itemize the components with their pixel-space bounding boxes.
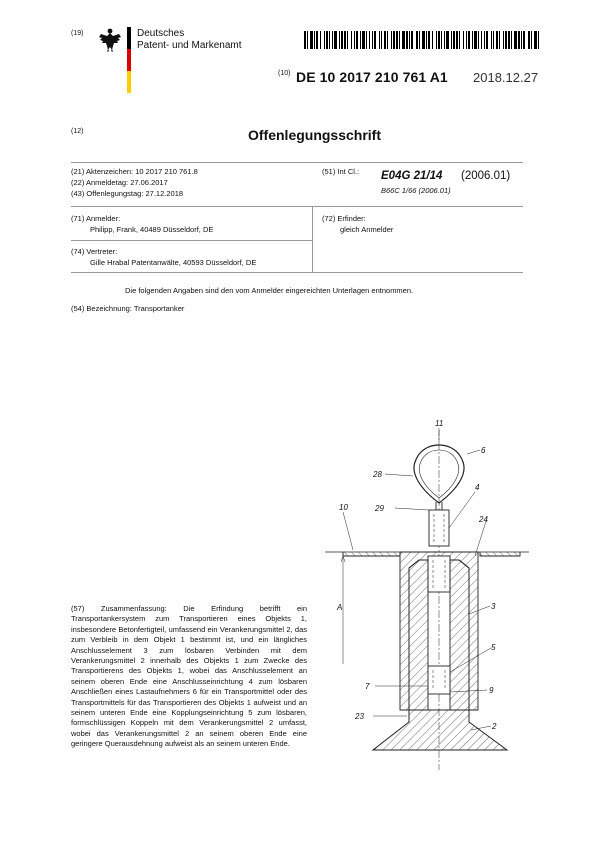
barcode-bar — [481, 31, 482, 49]
barcode-bar — [310, 31, 313, 49]
barcode-bar — [444, 31, 445, 49]
barcode-bar — [324, 31, 325, 49]
barcode-bar — [426, 31, 427, 49]
barcode-bar — [531, 31, 532, 49]
fig-label-3: 3 — [491, 602, 496, 611]
barcode-bar — [399, 31, 400, 49]
barcode-bar — [396, 31, 398, 49]
barcode-bar — [366, 31, 367, 49]
barcode-bar — [391, 31, 392, 49]
vertreter-label: (74) Vertreter: — [71, 247, 118, 256]
fig-label-11: 11 — [435, 419, 444, 428]
office-line-2: Patent- und Markenamt — [137, 40, 242, 51]
fig-label-10: 10 — [339, 503, 348, 512]
barcode-bar — [496, 31, 498, 49]
barcode-bar — [491, 31, 492, 49]
fig-label-5: 5 — [491, 643, 496, 652]
int-cl-main: E04G 21/14 — [381, 170, 443, 182]
fig-label-24: 24 — [479, 515, 488, 524]
int-cl-secondary: B66C 1/66 (2006.01) — [381, 186, 451, 195]
barcode-bar — [402, 31, 405, 49]
barcode-bar — [332, 31, 333, 49]
abstract-text: (57) Zusammenfassung: Die Erfindung betrifft ein Transportankersystem zum Transportieren eines Objekts 1, insbesondere Betonfertigteil, umfassend ein Verankerungsmittel 2, das zum Verbleib in dem Objekt 1 bestimmt ist, und ein längliches Anschlusselement 3 zum lösbaren Verbinden mit dem Verankerungsmittel 2 innerhalb des Objekts 1 zum Zwecke des Transportierens des Objekts 1, wobei das Anschlusselement an seinem oberen Ende eine Anschlusseinrichtung 4 zum lösbaren Anschließen eines Lastaufnehmers 6 für ein Transportmittel oder des Transportmittels für das Transportieren des Objekts 1 aufweist und an seinem unteren Ende eine Kopplungseinrichtung 5 zum lösbaren, formschlüssigen Koppeln mit dem Verankerungsmittel 2 umfasst, wobei das Verankerungsmittel 2 an seinem oberen Ende eine geringere Querausdehnung aufweist als an seinem unteren Ende. — [71, 604, 307, 749]
barcode-bar — [347, 31, 348, 49]
barcode-bar — [528, 31, 530, 49]
doc-type-title: Offenlegungsschrift — [248, 127, 382, 143]
barcode-bar — [381, 31, 382, 49]
barcode-bar — [422, 31, 425, 49]
barcode-bar — [499, 31, 500, 49]
barcode-bar — [393, 31, 395, 49]
erfinder-value: gleich Anmelder — [340, 225, 394, 234]
barcode-bar — [419, 31, 420, 49]
erfinder-label: (72) Erfinder: — [322, 214, 366, 223]
fig-label-4: 4 — [475, 483, 480, 492]
publication-date: 2018.12.27 — [473, 70, 539, 85]
barcode-bar — [314, 31, 315, 49]
barcode-bar — [508, 31, 510, 49]
barcode-bar — [472, 31, 473, 49]
barcode-bar — [505, 31, 507, 49]
barcode-bar — [379, 31, 380, 49]
barcode-bar — [456, 31, 458, 49]
fig-label-6: 6 — [481, 446, 486, 455]
barcode-bar — [474, 31, 477, 49]
barcode-bar — [351, 31, 352, 49]
barcode-bar — [416, 31, 418, 49]
fig-label-23: 23 — [355, 712, 364, 721]
barcode-bar — [316, 31, 318, 49]
barcode-bar — [514, 31, 517, 49]
fig-label-a: A — [337, 603, 343, 612]
barcode-bar — [320, 31, 321, 49]
notice-text: Die folgenden Angaben sind den vom Anmelder eingereichten Unterlagen entnommen. — [125, 286, 414, 295]
barcode-bar — [334, 31, 337, 49]
fig-label-28: 28 — [373, 470, 382, 479]
barcode-bar — [307, 31, 308, 49]
barcode-bar — [406, 31, 408, 49]
barcode-bar — [432, 31, 433, 49]
barcode-bar — [441, 31, 442, 49]
fig-label-9: 9 — [489, 686, 494, 695]
fig-label-7: 7 — [365, 682, 370, 691]
barcode-bar — [387, 31, 388, 49]
barcode-bar — [503, 31, 504, 49]
barcode-bar — [463, 31, 464, 49]
offenlegungstag: (43) Offenlegungstag: 27.12.2018 — [71, 189, 184, 198]
int-cl-label: (51) Int Cl.: — [322, 167, 360, 176]
patent-drawing — [315, 410, 540, 790]
barcode-icon — [304, 31, 540, 49]
bezeichnung: (54) Bezeichnung: Transportanker — [71, 304, 185, 313]
barcode-bar — [409, 31, 410, 49]
office-name — [137, 28, 242, 52]
barcode-bar — [428, 31, 430, 49]
anmelder-label: (71) Anmelder: — [71, 214, 121, 223]
barcode-bar — [438, 31, 440, 49]
barcode-bar — [341, 31, 343, 49]
barcode-bar — [453, 31, 455, 49]
barcode-bar — [372, 31, 373, 49]
barcode-bar — [329, 31, 330, 49]
code-19: (19) — [71, 30, 84, 37]
barcode-bar — [538, 31, 539, 49]
barcode-bar — [486, 31, 488, 49]
barcode-bar — [326, 31, 328, 49]
barcode-bar — [511, 31, 512, 49]
code-12: (12) — [71, 128, 84, 135]
barcode-bar — [534, 31, 537, 49]
barcode-bar — [523, 31, 525, 49]
barcode-bar — [493, 31, 494, 49]
barcode-bar — [384, 31, 386, 49]
int-cl-main-year: (2006.01) — [461, 170, 511, 182]
german-flag-bar-icon — [127, 27, 131, 93]
barcode-bar — [362, 31, 365, 49]
federal-eagle-icon — [98, 27, 122, 53]
barcode-bar — [360, 31, 361, 49]
vertreter-value: Gille Hrabal Patentanwälte, 40593 Düsseldorf, DE — [90, 258, 257, 267]
fig-label-29: 29 — [375, 504, 384, 513]
aktenzeichen: (21) Aktenzeichen: 10 2017 210 761.8 — [71, 167, 198, 176]
barcode-bar — [451, 31, 452, 49]
anmeldetag: (22) Anmeldetag: 27.06.2017 — [71, 178, 168, 187]
publication-number: DE 10 2017 210 761 A1 — [296, 69, 448, 85]
barcode-bar — [354, 31, 355, 49]
barcode-bar — [344, 31, 346, 49]
barcode-bar — [478, 31, 479, 49]
barcode-bar — [356, 31, 358, 49]
barcode-bar — [466, 31, 467, 49]
barcode-bar — [411, 31, 413, 49]
barcode-bar — [446, 31, 449, 49]
barcode-bar — [369, 31, 370, 49]
barcode-bar — [521, 31, 522, 49]
barcode-bar — [484, 31, 485, 49]
barcode-bar — [436, 31, 437, 49]
office-line-1: Deutsches — [137, 28, 185, 39]
barcode-bar — [304, 31, 306, 49]
code-10: (10) — [278, 70, 291, 77]
barcode-bar — [459, 31, 460, 49]
fig-label-2: 2 — [492, 722, 497, 731]
barcode-bar — [468, 31, 470, 49]
barcode-bar — [374, 31, 376, 49]
barcode-bar — [339, 31, 340, 49]
anmelder-value: Philipp, Frank, 40489 Düsseldorf, DE — [90, 225, 214, 234]
barcode-bar — [518, 31, 520, 49]
